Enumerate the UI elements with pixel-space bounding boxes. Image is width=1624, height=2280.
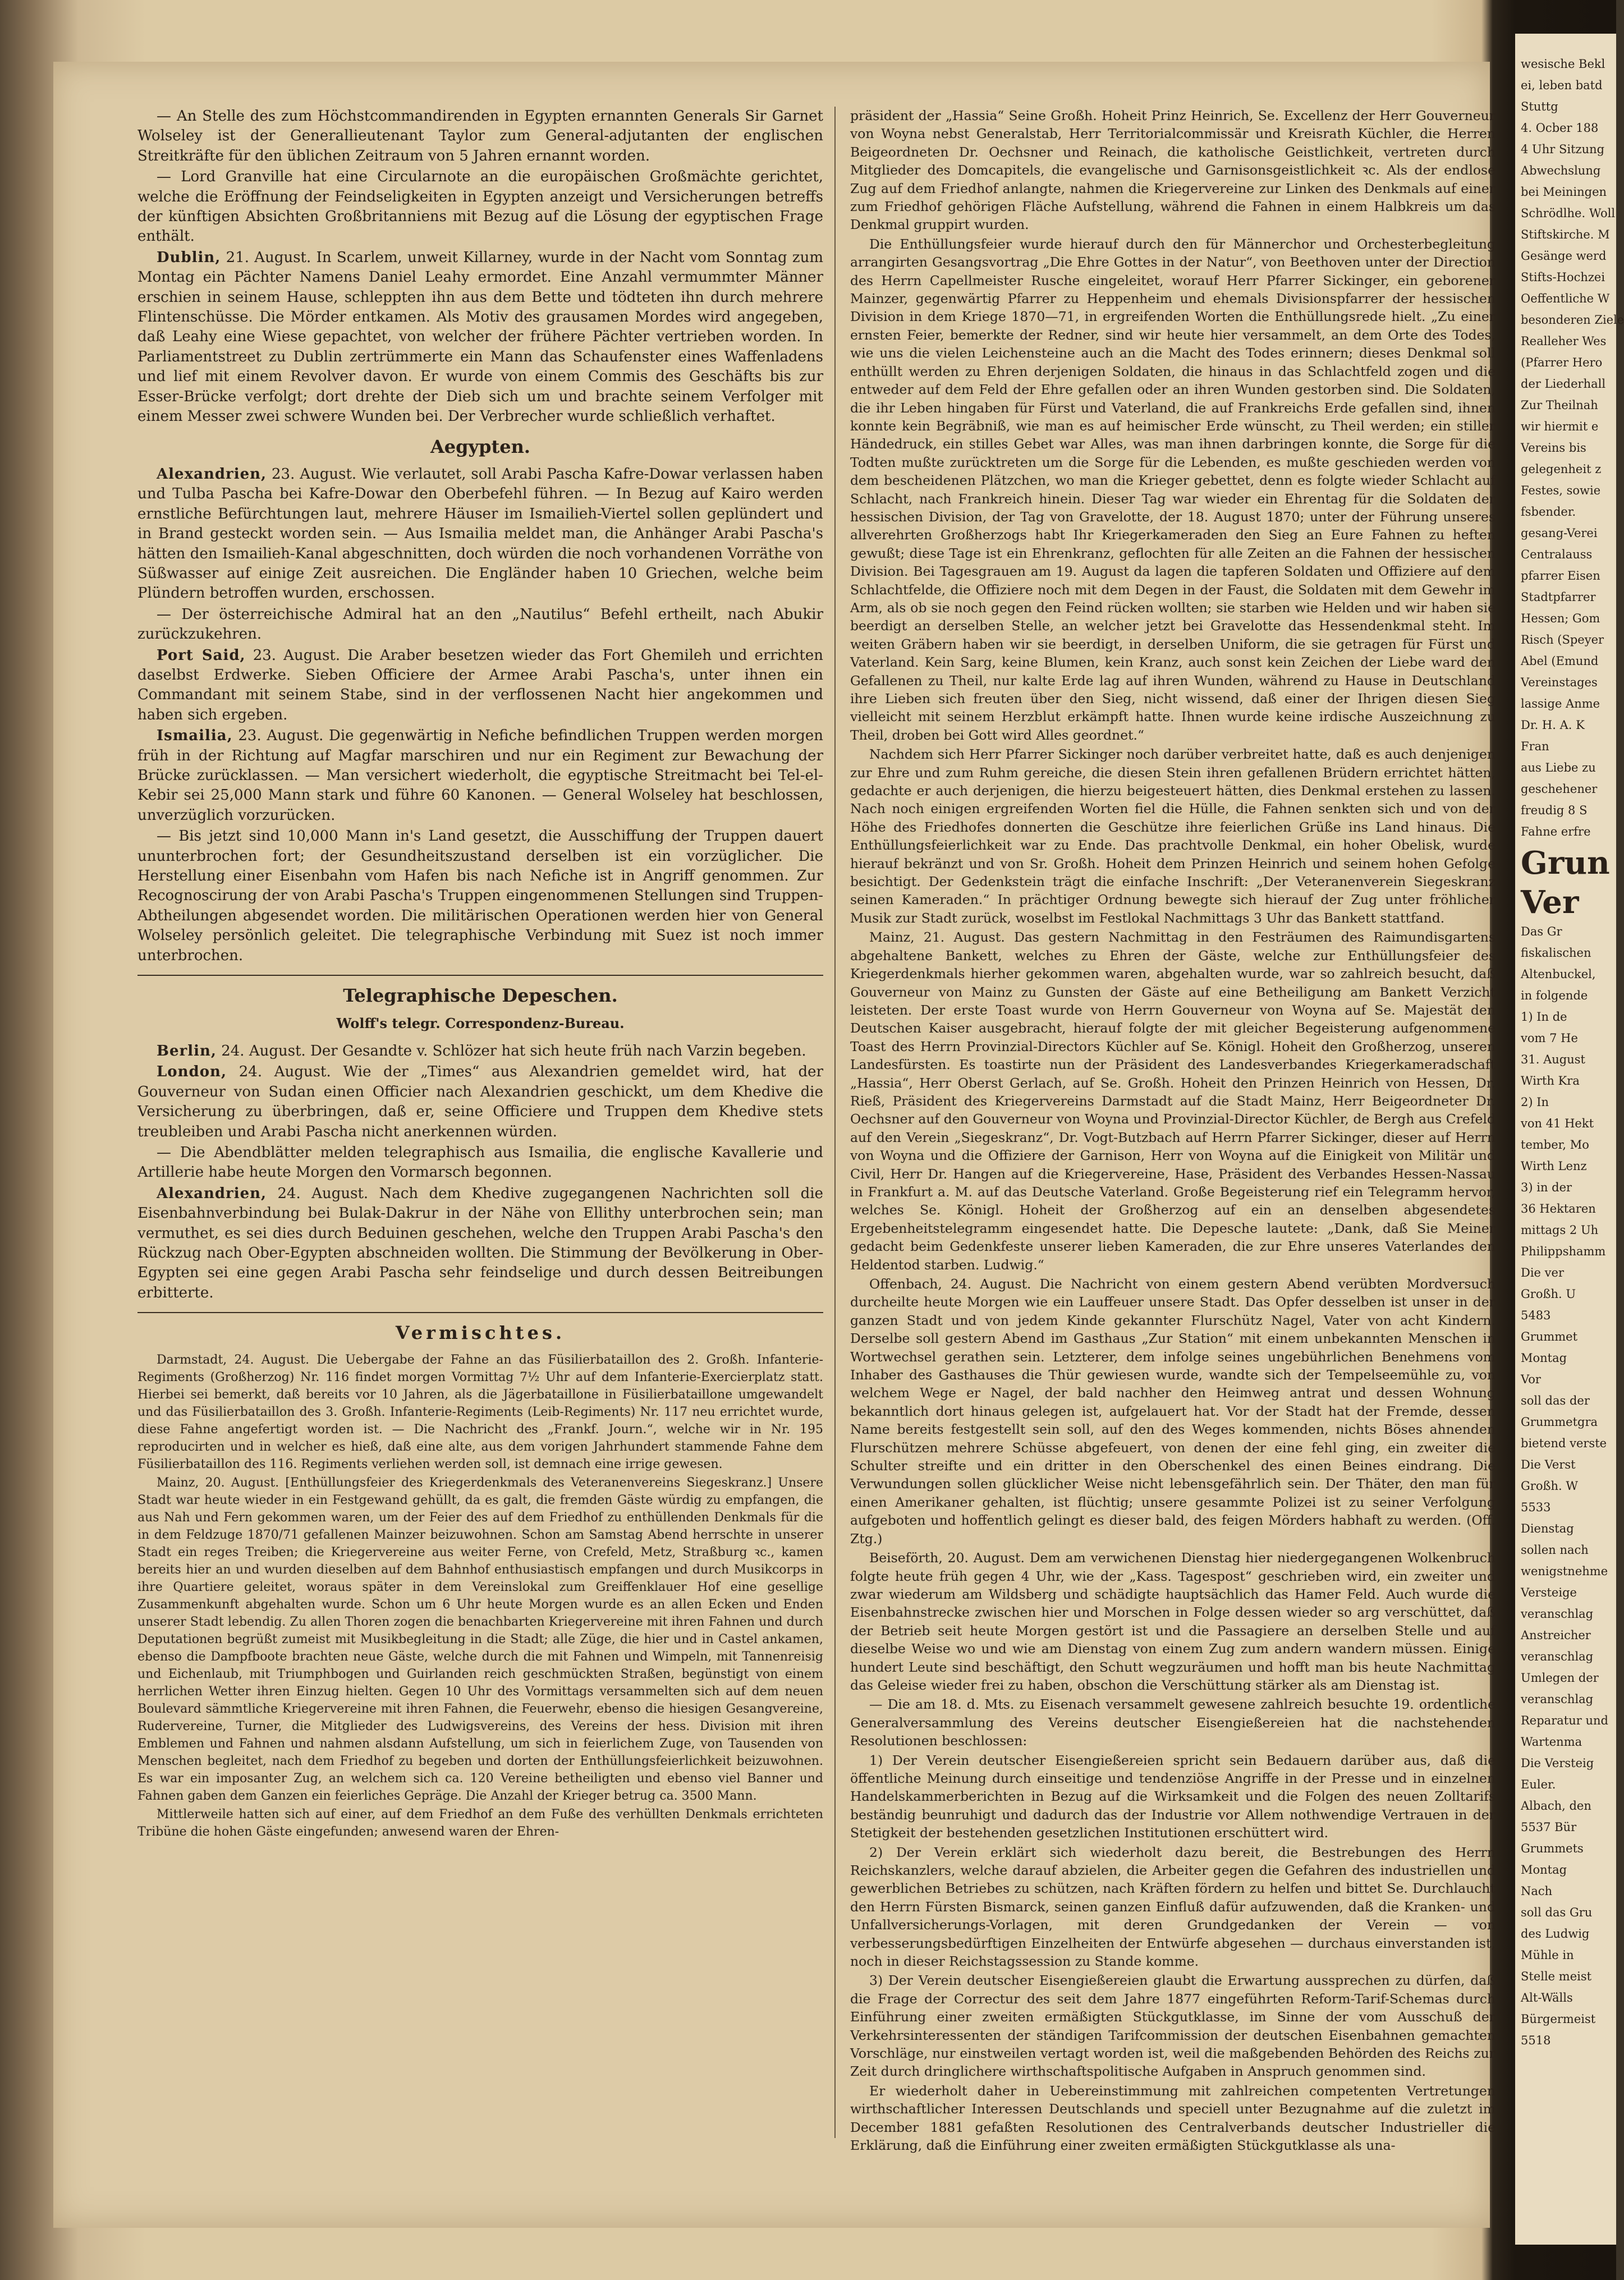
article-paragraph: Die Enthüllungsfeier wurde hierauf durch den für Männerchor und Orchesterbegleitung arrangirten Gesangsvortrag „Die Ehre Gottes in der Natur“, von Beethoven unter der Direction des Herrn Capellmeister Rusche eingeleitet, worauf Herr Pfarrer Sickinger, ein geborener Mainzer, gegenwärtig Pfarrer zu Heppenheim und ehemals Divisionspfarrer der hessischen Division in dem Kriege 1870—71, in ergreifenden Worten die Enthüllungsrede hielt. „Zu einer ernsten Feier, bemerkte der Redner, sind wir heute hier versammelt, an dem Orte des Todes, wie uns die vielen Leichensteine auch an die Macht des Todes erinnern; dieses Denkmal soll enthüllt werden zu Ehren derjenigen Soldaten, die hinaus in das Schlachtfeld zogen und die entweder auf dem Feld der Ehre gefallen oder an ihren Wunden gestorben sind. Die Soldaten, die ihr Leben hingaben für Fürst und Vaterland, die auf Frankreichs Erde gefallen sind, ihnen konnte kein Begräbniß, wie man es auf heimischer Erde wünscht, zu Theil werden; ein stiller Händedruck, ein stilles Gebet war Alles, was man ihnen darbringen konnte, die Sorge für die Todten mußte zurücktreten um die Sorge für die Lebenden, es mußte geschieden werden von dem bescheidenen Plätzchen, wo man die Krieger gebettet, denn es folgte wieder Schlacht auf Schlacht, nach Frankreich hinein. Dieser Tag war wieder ein Ehrentag für die Soldaten der hessischen Division, der Tag von Gravelotte, der 18. August 1870; unter der Führung unseres allverehrten Großherzogs habt Ihr Kriegerkameraden den Sieg an Eure Fahnen zu heften gewußt; diese Tage ist ein Ehrenkranz, geflochten für alle Zeiten an die Fahnen der hessischen Division. Bei Tagesgrauen am 19. August da lagen die tapferen Soldaten und Offiziere auf dem Schlachtfelde, die Offiziere noch mit dem Degen in der Faust, die Soldaten mit dem Gewehr im Arm, als ob sie noch gegen den Feind rücken wollten; sie starben wie Helden und wir haben sie beerdigt an derselben Stelle, an welcher jetzt bei Gravelotte das Hessendenkmal steht. Im weiten Gräbern haben wir sie beerdigt, in derselben Uniform, die sie getragen für Fürst und Vaterland. Kein Sarg, keine Blumen, kein Kranz, auch sonst kein Zeichen der Liebe ward den Gefallenen zu Theil, nur kalte Erde lag auf ihren Wunden, während zu Hause in Deutschland ihre Lieben sich freuten über den Sieg, nicht wissend, daß einer der Ihrigen diesen Sieg vielleicht mit seinem Herzblut erkämpft hatte. Ihnen wurde keine irdische Auszeichnung zu Theil, droben bei Gott wird Alles geordnet.“ xyxy=(850,236,1495,743)
dateline-place: Dublin, xyxy=(157,249,221,266)
adjacent-text-fragment: wenigstnehme xyxy=(1521,1565,1608,1578)
article-paragraph: Mittlerweile hatten sich auf einer, auf dem Friedhof an dem Fuße des verhüllten Denkmals errichteten Tribüne die hohen Gäste eingefunden; anwesend waren der Ehren- xyxy=(137,1807,823,1839)
news-item xyxy=(137,726,823,825)
adjacent-text-fragment: Vor xyxy=(1521,1373,1541,1386)
adjacent-text-fragment: 31. August xyxy=(1521,1053,1585,1066)
adjacent-text-fragment: des Ludwig xyxy=(1521,1927,1590,1940)
adjacent-text-fragment: Großh. W xyxy=(1521,1479,1578,1493)
news-item-text: 21. August. In Scarlem, unweit Killarney, wurde in der Nacht vom Sonntag zum Montag ein Pächter Namens Daniel Leahy ermordet. Eine Anzahl vermummter Männer erschien in seinem Hause, schleppten ihn aus dem Bette und tödteten ihn durch mehrere Flintenschüsse. Die Mörder entkamen. Als Motiv des grausamen Mordes wird angegeben, daß Leahy eine Wiese gepachtet, von welcher der frühere Pächter vertrieben worden. In Parliamentstreet zu Dublin zertrümmerte ein Mann das Schaufenster eines Waffenladens und lief mit einem Revolver davon. Er wurde von einem Commis des Geschäfts bis zur Esser-Brücke verfolgt; dort drehte der Dieb sich um und brachte seinem Verfolger mit einem Messer zwei schwere Wunden bei. Der Verbrecher wurde schließlich verhaftet. xyxy=(137,249,823,425)
adjacent-text-fragment: Wirth Lenz xyxy=(1521,1159,1587,1173)
dateline-place: London, xyxy=(157,1063,227,1081)
adjacent-text-fragment: Grummetgra xyxy=(1521,1415,1598,1429)
adjacent-text-fragment: Stiftskirche. M xyxy=(1521,228,1610,241)
adjacent-text-fragment: Zur Theilnah xyxy=(1521,398,1598,412)
news-item xyxy=(137,1062,823,1142)
adjacent-text-fragment: lassige Anme xyxy=(1521,697,1600,710)
adjacent-text-fragment: 4. Ocber 188 xyxy=(1521,121,1599,135)
article-paragraph: Beiseförth, 20. August. Dem am verwichenen Dienstag hier niedergegangenen Wolkenbruch folgte heute früh gegen 4 Uhr, wie der „Kass. Tagespost“ geschrieben wird, ein zweiter und zwar wiederum am Wildsberg und schädigte hauptsächlich das Hamer Feld. Auch wurde die Eisenbahnstrecke zwischen hier und Morschen in Folge dessen wieder so arg verschüttet, daß der Betrieb seit heute Morgen gestört ist und die Passagiere an derselben Stelle und auf dieselbe Weise wo und wie am Dienstag von einem Zug zum andern wandern müssen. Einige hundert Leute sind beschäftigt, den Schutt wegzuräumen und hofft man bis heute Nachmittag das Geleise wieder frei zu haben, obschon die Verschüttung stärker als am Dienstag ist. xyxy=(850,1550,1495,1693)
adjacent-text-fragment: Die Verst xyxy=(1521,1458,1576,1471)
news-item-text: 23. August. Wie verlautet, soll Arabi Pascha Kafre-Dowar verlassen haben und Tulba Pascha bei Kafre-Dowar den Oberbefehl führen. — In Bezug auf Kairo werden ernstliche Befürchtungen laut, mehrere Häuser im Ismailieh-Viertel sollen geplündert und in Brand gesteckt worden sein. — Aus Ismailia meldet man, die Anhänger Arabi Pascha's hätten den Ismailieh-Kanal abgeschnitten, doch würden die noch vorhandenen Vorräthe von Süßwasser auf einige Zeit ausreichen. Die Engländer haben 10 Griechen, welche beim Plündern betroffen wurden, erschossen. xyxy=(137,465,823,602)
news-item-text: 24. August. Der Gesandte v. Schlözer hat sich heute früh nach Varzin begeben. xyxy=(216,1042,806,1059)
adjacent-text-fragment: veranschlag xyxy=(1521,1692,1594,1706)
section-rule xyxy=(137,975,823,976)
article-paragraph: — Die Abendblätter melden telegraphisch aus Ismailia, die englische Kavallerie und Artillerie habe heute Morgen den Vormarsch begonnen. xyxy=(137,1144,823,1181)
article-paragraph: — Die am 18. d. Mts. zu Eisenach versammelt gewesene zahlreich besuchte 19. ordentliche Generalversammlung des Vereins deutscher Eisengießereien hat die nachstehenden Resolutionen beschlossen: xyxy=(850,1696,1495,1749)
adjacent-text-fragment: Stuttg xyxy=(1521,100,1558,113)
adjacent-text-fragment: Umlegen der xyxy=(1521,1671,1599,1685)
adjacent-text-fragment: pfarrer Eisen xyxy=(1521,569,1600,582)
dateline-place: Alexandrien, xyxy=(157,465,267,483)
adjacent-text-fragment: der Liederhall xyxy=(1521,377,1606,391)
adjacent-text-fragment: Bürgermeist xyxy=(1521,2012,1596,2026)
news-item-text: 23. August. Die Araber besetzen wieder das Fort Ghemileh und errichten daselbst Erdwerke. Sieben Officiere der Armee Arabi Pascha's, unter ihnen ein Commandant mit seinem Stabe, sind in der verflossenen Nacht hier angekommen und haben sich ergeben. xyxy=(137,646,823,723)
news-item xyxy=(137,1184,823,1303)
adjacent-text-fragment: wesische Bekl xyxy=(1521,57,1605,71)
adjacent-text-fragment: Realleher Wes xyxy=(1521,334,1607,348)
article-paragraph: 1) Der Verein deutscher Eisengießereien spricht sein Bedauern darüber aus, daß die öffentliche Meinung durch einseitige und tendenziöse Angriffe in der Presse und in einzelnen Handelskammerberichten in Bezug auf die Wirksamkeit und die Folgen des neuen Zolltarifs beständig beunruhigt und dadurch das der Industrie vor Allem nothwendige Vertrauen in der Stetigkeit der bestehenden gesetzlichen Institutionen erschüttert wird. xyxy=(850,1752,1495,1841)
news-item xyxy=(137,1042,823,1061)
article-paragraph: 3) Der Verein deutscher Eisengießereien glaubt die Erwartung aussprechen zu dürfen, daß die Frage der Correctur des seit dem Jahre 1877 eingeführten Reform-Tarif-Schemas durch Einführung einer zweiten ermäßigten Stückgutklasse, im Sinne der vom Ausschuß der Verkehrsinteressenten der ständigen Tarifcommission der deutschen Eisenbahnen gemachten Vorschläge, nur einstweilen vertagt worden ist, weil die maßgebenden Behörden des Reichs zur Zeit durch dringlichere wirthschaftspolitische Aufgaben in Anspruch genommen sind. xyxy=(850,1972,1495,2080)
dateline-place: Ismailia, xyxy=(157,727,233,745)
adjacent-text-fragment: 5483 xyxy=(1521,1309,1551,1322)
adjacent-text-fragment: Reparatur und xyxy=(1521,1714,1608,1727)
adjacent-text-fragment: Philippshamm xyxy=(1521,1245,1606,1258)
adjacent-text-fragment: Montag xyxy=(1521,1863,1567,1877)
adjacent-text-fragment: wir hiermit e xyxy=(1521,420,1599,433)
left-column xyxy=(137,107,823,2144)
middle-column xyxy=(850,107,1495,2154)
article-paragraph: 2) Der Verein erklärt sich wiederholt dazu bereit, die Bestrebungen des Herrn Reichskanzlers, welche darauf abzielen, die Arbeiter gegen die Gefahren des industriellen und gewerblichen Betriebes zu schützen, nach Kräften fördern zu helfen und bittet Se. Durchlaucht den Herrn Fürsten Bismarck, seinen ganzen Einfluß dafür aufzuwenden, daß die Kranken- und Unfallversicherungs-Vorlagen, mit deren Grundgedanken der Verein — von verbesserungsbedürftigen Einzelheiten der Entwürfe abgesehen — durchaus einverstanden ist, noch in dieser Reichstagssession zu Stande komme. xyxy=(850,1844,1495,1970)
article-paragraph: Mainz, 20. August. [Enthüllungsfeier des Kriegerdenkmals des Veteranenvereins Siegeskranz.] Unsere Stadt war heute wieder in ein Festgewand gehüllt, da es galt, die fremden Gäste würdig zu empfangen, die aus Nah und Fern gekommen waren, um der Feier des auf dem Friedhof zu enthüllenden Denkmals für die in dem Feldzuge 1870/71 gefallenen Mainzer beizuwohnen. Schon am Samstag Abend herrschte in unserer Stadt ein reges Treiben; die Kriegervereine aus weiter Ferne, von Crefeld, Metz, Straßburg ꝛc., kamen bereits hier an und wurden dieselben auf dem Bahnhof enthusiastisch empfangen und durch Musikcorps in ihre Quartiere geleitet, woraus später in dem Vereinslokal zum Greiffenklauer Hof eine gesellige Zusammenkunft abgehalten wurde. Schon um 6 Uhr heute Morgen wurde es an allen Ecken und Enden unserer Stadt lebendig. Zu allen Thoren zogen die benachbarten Kriegervereine mit ihren Fahnen und durch Deputationen begrüßt zumeist mit Musikbegleitung in die Stadt; alle Züge, die hier und in Castel ankamen, ebenso die Dampfboote brachten neue Gäste, welche durch die mit Fahnen und Wimpeln, mit Tannenreisig und Eichenlaub, mit Triumphbogen und Guirlanden reich geschmückten Straßen, begünstigt von einem herrlichen Wetter ihren Einzug hielten. Gegen 10 Uhr des Vormittags versammelten sich auf dem neuen Boulevard sämmtliche Kriegervereine mit ihren Fahnen, die Feuerwehr, ebenso die hiesigen Gesangvereine, Rudervereine, Turner, die Mitglieder des Ludwigsvereins, des Vereins der hess. Division mit ihren Emblemen und Fahnen und nahmen alsdann Aufstellung, um sich in feierlichem Zuge, von Tausenden von Menschen begleitet, nach dem Friedhof zu begeben und dorten der Enthüllungsfeierlichkeit beizuwohnen. Es war ein imposanter Zug, an welchem sich ca. 120 Vereine betheiligten und ebenso viel Banner und Fahnen gaben dem Ganzen ein feierliches Gepräge. Die Anzahl der Krieger betrug ca. 3500 Mann. xyxy=(137,1475,823,1803)
adjacent-text-fragment: Altenbuckel, xyxy=(1521,967,1596,981)
adjacent-text-fragment: Fahne erfre xyxy=(1521,825,1591,838)
adjacent-text-fragment: Nach xyxy=(1521,1884,1553,1898)
newspaper-page xyxy=(53,62,1495,2228)
article-paragraph: — Lord Granville hat eine Circularnote an die europäischen Großmächte gerichtet, welche die Eröffnung der Feindseligkeiten in Egypten anzeigt und Versicherungen betreffs der künftigen Absichten Großbritanniens mit Bezug auf die Lösung der egyptischen Frage enthält. xyxy=(137,168,823,245)
adjacent-text-fragment: 5533 xyxy=(1521,1501,1551,1514)
adjacent-text-fragment: Alt-Wälls xyxy=(1521,1991,1573,2004)
adjacent-text-fragment: aus Liebe zu xyxy=(1521,761,1596,774)
adjacent-page-fragment xyxy=(1515,34,1624,2245)
adjacent-text-fragment: Abel (Emund xyxy=(1521,654,1599,668)
adjacent-text-fragment: geschehener xyxy=(1521,782,1598,796)
article-paragraph: Offenbach, 24. August. Die Nachricht von einem gestern Abend verübten Mordversuch durcheilte heute Morgen wie ein Lauffeuer unsere Stadt. Das Opfer desselben ist unser in der ganzen Stadt und von jedem Kinde gekannter Flurschütz Nagel, Vater von acht Kindern. Derselbe soll gestern Abend im Gasthaus „Zur Station“ mit einem unbekannten Menschen in Wortwechsel gerathen sein. Letzterer, dem infolge seines ungebührlichen Benehmens vom Inhaber des Gasthauses die Thür gewiesen wurde, wandte sich der Tempelseemühle zu, von welchem Wege er Nagel, der bald nachher den Heimweg antrat und dessen Wohnung bekanntlich dort hinaus gelegen ist, aufgelauert hat. Vor der Stadt hat der Fremde, dessen Name bereits festgestellt sein soll, auf den des Weges kommenden, nichts Böses ahnenden Flurschützen mehrere Schüsse abgefeuert, von denen der eine fehl ging, ein zweiter die Schulter streifte und ein dritter in den Oberschenkel des einen Beines eindrang. Die Verwundungen sollen glücklicher Weise nicht lebensgefährlich sein. Der Thäter, den man für einen Amerikaner gehalten, ist flüchtig; unsere gesammte Polizei ist zu seiner Verfolgung aufgeboten und hoffentlich gelingt es dieser bald, des feigen Mörders habhaft zu werden. (Off. Ztg.) xyxy=(850,1276,1495,1547)
adjacent-text-fragment: Dr. H. A. K xyxy=(1521,718,1585,732)
article-paragraph: — Bis jetzt sind 10,000 Mann in's Land gesetzt, die Ausschiffung der Truppen dauert ununterbrochen fort; der Gesundheitszustand derselben ist ein vorzüglicher. Die Herstellung einer Eisenbahn vom Hafen bis nach Nefiche ist in Angriff genommen. Zur Recognoscirung der von Arabi Pascha's Truppen eingenommenen Stellungen sind Truppen-Abtheilungen abgesendet worden. Die militärischen Operationen werden hier von General Wolseley persönlich geleitet. Die telegraphische Verbindung mit Suez ist noch immer unterbrochen. xyxy=(137,828,823,964)
adjacent-text-fragment: gelegenheit z xyxy=(1521,462,1602,476)
adjacent-text-fragment: Fran xyxy=(1521,740,1549,753)
adjacent-text-fragment: sollen nach xyxy=(1521,1543,1589,1557)
adjacent-text-fragment: Euler. xyxy=(1521,1778,1556,1791)
adjacent-text-fragment: Albach, den xyxy=(1521,1799,1591,1813)
adjacent-text-fragment: Abwechslung xyxy=(1521,164,1601,177)
adjacent-text-fragment: Hessen; Gom xyxy=(1521,612,1600,625)
adjacent-text-fragment: Die Versteig xyxy=(1521,1756,1594,1770)
column-divider xyxy=(834,107,836,2138)
adjacent-text-fragment: 3) in der xyxy=(1521,1181,1572,1194)
adjacent-text-fragment: Gesänge werd xyxy=(1521,249,1607,263)
adjacent-text-fragment: Vereins bis xyxy=(1521,441,1586,455)
adjacent-text-fragment: Stifts-Hochzei xyxy=(1521,270,1605,284)
adjacent-text-fragment: 5518 xyxy=(1521,2034,1551,2047)
adjacent-text-fragment: fiskalischen xyxy=(1521,946,1591,960)
news-item xyxy=(137,646,823,726)
section-subheading: Wolff's telegr. Correspondenz-Bureau. xyxy=(336,1015,625,1032)
adjacent-text-fragment: 4 Uhr Sitzung xyxy=(1521,143,1605,156)
adjacent-text-fragment: veranschlag xyxy=(1521,1607,1594,1621)
adjacent-text-fragment: ei, leben batd xyxy=(1521,79,1603,92)
adjacent-text-fragment: Grun xyxy=(1521,845,1610,882)
adjacent-text-fragment: Vereinstages xyxy=(1521,676,1598,689)
adjacent-text-fragment: Großh. U xyxy=(1521,1287,1576,1301)
adjacent-text-fragment: 2) In xyxy=(1521,1095,1549,1109)
adjacent-text-fragment: Versteige xyxy=(1521,1586,1577,1599)
adjacent-text-fragment: tember, Mo xyxy=(1521,1138,1589,1152)
adjacent-text-fragment: besonderen Ziele xyxy=(1521,313,1624,327)
dateline-place: Alexandrien, xyxy=(157,1185,267,1202)
adjacent-text-fragment: Centralauss xyxy=(1521,548,1593,561)
section-rule xyxy=(137,1312,823,1313)
adjacent-text-fragment: veranschlag xyxy=(1521,1650,1594,1663)
adjacent-text-fragment: Oeffentliche W xyxy=(1521,292,1610,305)
adjacent-text-fragment: Anstreicher xyxy=(1521,1628,1591,1642)
article-paragraph: Er wiederholt daher in Uebereinstimmung mit zahlreichen competenten Vertretungen wirthschaftlicher Interessen Deutschlands und speciell unter Bezugnahme auf die zuletzt im December 1881 gefaßten Resolutionen des Centralverbands deutscher Industrieller die Erklärung, daß die Einführung einer zweiten ermäßigten Stückgutklasse als una- xyxy=(850,2082,1495,2154)
adjacent-text-fragment: 36 Hektaren xyxy=(1521,1202,1596,1215)
news-item xyxy=(137,248,823,427)
adjacent-text-fragment: Mühle in xyxy=(1521,1948,1574,1962)
adjacent-text-fragment: Ver xyxy=(1521,884,1579,921)
adjacent-text-fragment: Grummet xyxy=(1521,1330,1578,1343)
adjacent-text-fragment: Festes, sowie xyxy=(1521,484,1601,497)
adjacent-text-fragment: Wirth Kra xyxy=(1521,1074,1580,1088)
article-paragraph: Nachdem sich Herr Pfarrer Sickinger noch darüber verbreitet hatte, daß es auch denjenigen zur Ehre und zum Ruhm gereiche, die diesen Stein ihren gefallenen Brüdern errichtet hätten, gedachte er auch derjenigen, die hierzu beigesteuert hätten, dies Denkmal erstehen zu lassen. Nach noch einigen ergreifenden Worten fiel die Hülle, die Fahnen senkten sich und von der Höhe des Friedhofes donnerten die Geschütze ihre feierlichen Grüße ins Land hinaus. Die Enthüllungsfeierlichkeit war zu Ende. Das prachtvolle Denkmal, ein hoher Obelisk, wurde hierauf bekränzt und von Sr. Großh. Hoheit dem Prinzen Heinrich und seinem hohen Gefolge besichtigt. Der Gedenkstein trägt die einfache Inschrift: „Der Veteranenverein Siegeskranz seinen Kameraden.“ In prächtiger Ordnung bewegte sich hierauf der Zug unter fröhlicher Musik zur Stadt zurück, woselbst im Festlokal Nachmittags 3 Uhr das Bankett stattfand. xyxy=(850,746,1495,926)
news-item-text: 23. August. Die gegenwärtig in Nefiche befindlichen Truppen werden morgen früh in der Richtung auf Magfar marschiren und nur ein Regiment zur Bewachung der Brücke zurücklassen. — Man versichert wiederholt, die egyptische Streitmacht bei Tel-el-Kebir sei 25,000 Mann stark und führe 60 Kanonen. — General Wolseley hat beschlossen, unverzüglich vorzurücken. xyxy=(137,727,823,824)
adjacent-text-fragment: in folgende xyxy=(1521,989,1588,1002)
dateline-place: Port Said, xyxy=(157,646,246,664)
news-item xyxy=(137,465,823,604)
dateline-place: Berlin, xyxy=(157,1042,217,1059)
adjacent-text-fragment: 5537 Bür xyxy=(1521,1820,1577,1834)
news-item-text: 24. August. Nach dem Khedive zugegangenen Nachrichten soll die Eisenbahnverbindung bei Bulak-Dakrur in der Nähe von Ellithy unterbrochen sein; man vermuthet, es sei dies durch Beduinen geschehen, welche den Truppen Arabi Pascha's den Rückzug nach Ober-Egypten abschneiden wollten. Die Stimmung der Bevölkerung in Ober-Egypten sei eine gegen Arabi Pascha sehr feindselige und durch dessen Beitreibungen erbitterte. xyxy=(137,1185,823,1301)
adjacent-text-fragment: Risch (Speyer xyxy=(1521,633,1604,646)
adjacent-text-fragment: bei Meiningen xyxy=(1521,185,1607,199)
adjacent-text-fragment: Montag xyxy=(1521,1351,1567,1365)
adjacent-text-fragment: vom 7 He xyxy=(1521,1031,1578,1045)
adjacent-text-fragment: Die ver xyxy=(1521,1266,1564,1279)
section-heading: Aegypten. xyxy=(430,435,531,457)
adjacent-text-fragment: 1) In de xyxy=(1521,1010,1567,1024)
adjacent-text-fragment: Schrödlhe. Woll xyxy=(1521,207,1616,220)
adjacent-text-fragment: Stadtpfarrer xyxy=(1521,590,1596,604)
adjacent-text-fragment: Wartenma xyxy=(1521,1735,1582,1749)
adjacent-text-fragment: (Pfarrer Hero xyxy=(1521,356,1603,369)
adjacent-text-fragment: Das Gr xyxy=(1521,925,1562,938)
adjacent-text-fragment: bietend verste xyxy=(1521,1437,1607,1450)
adjacent-text-fragment: soll das Gru xyxy=(1521,1906,1593,1919)
adjacent-text-fragment: Grummets xyxy=(1521,1842,1584,1855)
adjacent-text-fragment: soll das der xyxy=(1521,1394,1590,1407)
adjacent-text-fragment: gesang-Verei xyxy=(1521,526,1598,540)
adjacent-text-fragment: fsbender. xyxy=(1521,505,1576,519)
adjacent-text-fragment: von 41 Hekt xyxy=(1521,1117,1594,1130)
adjacent-text-fragment: Stelle meist xyxy=(1521,1970,1592,1983)
adjacent-text-fragment: freudig 8 S xyxy=(1521,804,1588,817)
adjacent-text-fragment: mittags 2 Uh xyxy=(1521,1223,1599,1237)
adjacent-text-fragment: Dienstag xyxy=(1521,1522,1574,1535)
news-item-text: 24. August. Wie der „Times“ aus Alexandrien gemeldet wird, hat der Gouverneur von Sudan einen Officier nach Alexandrien geschickt, um dem Khedive die Versicherung zu überbringen, daß er, seine Officiere und Truppen dem Khedive stets treubleiben und Arabi Pascha nicht anerkennen würden. xyxy=(137,1063,823,1140)
article-paragraph: — Der österreichische Admiral hat an den „Nautilus“ Befehl ertheilt, nach Abukir zurückzukehren. xyxy=(137,605,823,643)
article-paragraph: Darmstadt, 24. August. Die Uebergabe der Fahne an das Füsilierbataillon des 2. Großh. Infanterie-Regiments (Großherzog) Nr. 116 findet morgen Vormittag 7½ Uhr auf dem Infanterie-Exercierplatz statt. Hierbei sei bemerkt, daß bereits vor 10 Jahren, als die Jägerbataillone in Füsilierbataillone umgewandelt und das Füsilierbataillon des 3. Großh. Infanterie-Regiments (Leib-Regiments) Nr. 117 neu errichtet wurde, diese Fahne angefertigt worden ist. — Die Nachricht des „Frankf. Journ.“, welche wir in Nr. 195 reproducirten und in welcher es hieß, daß eine alte, aus dem vorigen Jahrhundert stammende Fahne dem Füsilierbataillon des 116. Regiments verliehen werden soll, ist demnach eine irrige gewesen. xyxy=(137,1352,823,1471)
article-paragraph: — An Stelle des zum Höchstcommandirenden in Egypten ernannten Generals Sir Garnet Wolseley ist der Generallieutenant Taylor zum General-adjutanten der englischen Streitkräfte für den üblichen Zeitraum von 5 Jahren ernannt worden. xyxy=(137,108,823,164)
section-heading: Vermischtes. xyxy=(395,1322,566,1344)
section-heading: Telegraphische Depeschen. xyxy=(343,985,618,1007)
article-paragraph: präsident der „Hassia“ Seine Großh. Hoheit Prinz Heinrich, Se. Excellenz der Herr Gouverneur von Woyna nebst Generalstab, Herr Territorialcommissär und Kreisrath Küchler, die Herren Beigeordneten Dr. Oechsner und Reinach, die katholische Geistlichkeit, vertreten durch Mitglieder des Domcapitels, die evangelische und Garnisonsgeistlichkeit ꝛc. Als der endlose Zug auf dem Friedhof anlangte, nahmen die Kriegervereine zur Linken des Denkmals auf einer zum Friedhof gehörigen Fläche Aufstellung, während die Fahnen in einem Halbkreis um das Denkmal gruppirt wurden. xyxy=(850,108,1495,233)
article-paragraph: Mainz, 21. August. Das gestern Nachmittag in den Festräumen des Raimundisgartens abgehaltene Bankett, welches zu Ehren der Gäste, welche zur Enthüllungsfeier des Kriegerdenkmals hierher gekommen waren, abgehalten wurde, war so zahlreich besucht, daß Gouverneur von Mainz zu Gunsten der Gäste auf eine Betheiligung am Bankett Verzicht leisteten. Der erste Toast wurde von Herrn Gouverneur von Woyna auf Se. Majestät den Deutschen Kaiser ausgebracht, hierauf folgte der mit gleicher Begeisterung aufgenommene Toast des Herrn Provinzial-Directors Küchler auf Se. Königl. Hoheit den Großherzog, unseren Landesfürsten. Es toastirte nun der Präsident des Landesverbandes Kriegerkameradschaft „Hassia“, Herr Oberst Gerlach, auf Se. Großh. Hoheit den Prinzen Heinrich von Hessen, Dr. Rieß, Präsident des Kriegervereins Darmstadt auf die Stadt Mainz, Herr Beigeordneter Dr. Oechsner auf den Gouverneur von Woyna und Provinzial-Director Küchler, de Bergh aus Crefeld auf den Verein „Siegeskranz“, Dr. Vogt-Butzbach auf Herrn Pfarrer Sickinger, dieser auf Herrn von Woyna und die Offiziere der Garnison, Herr von Woyna auf die Einigkeit von Militär und Civil, Herr Dr. Hangen auf die Kriegervereine, Hase, Präsident des Verbandes Hessen-Nassau in Frankfurt a. M. auf das Deutsche Vaterland. Große Begeisterung rief ein Telegramm hervor, welches Se. Königl. Hoheit der Großherzog auf ein an denselben abgesendetes Ergebenheitstelegramm eingesendet hatte. Die Depesche lautete: „Dank, daß Sie Meiner gedacht beim Gedenkfeste unserer lieben Kameraden, die zur Ehre unseres Vaterlandes den Heldentod starben. Ludwig.“ xyxy=(850,929,1495,1273)
